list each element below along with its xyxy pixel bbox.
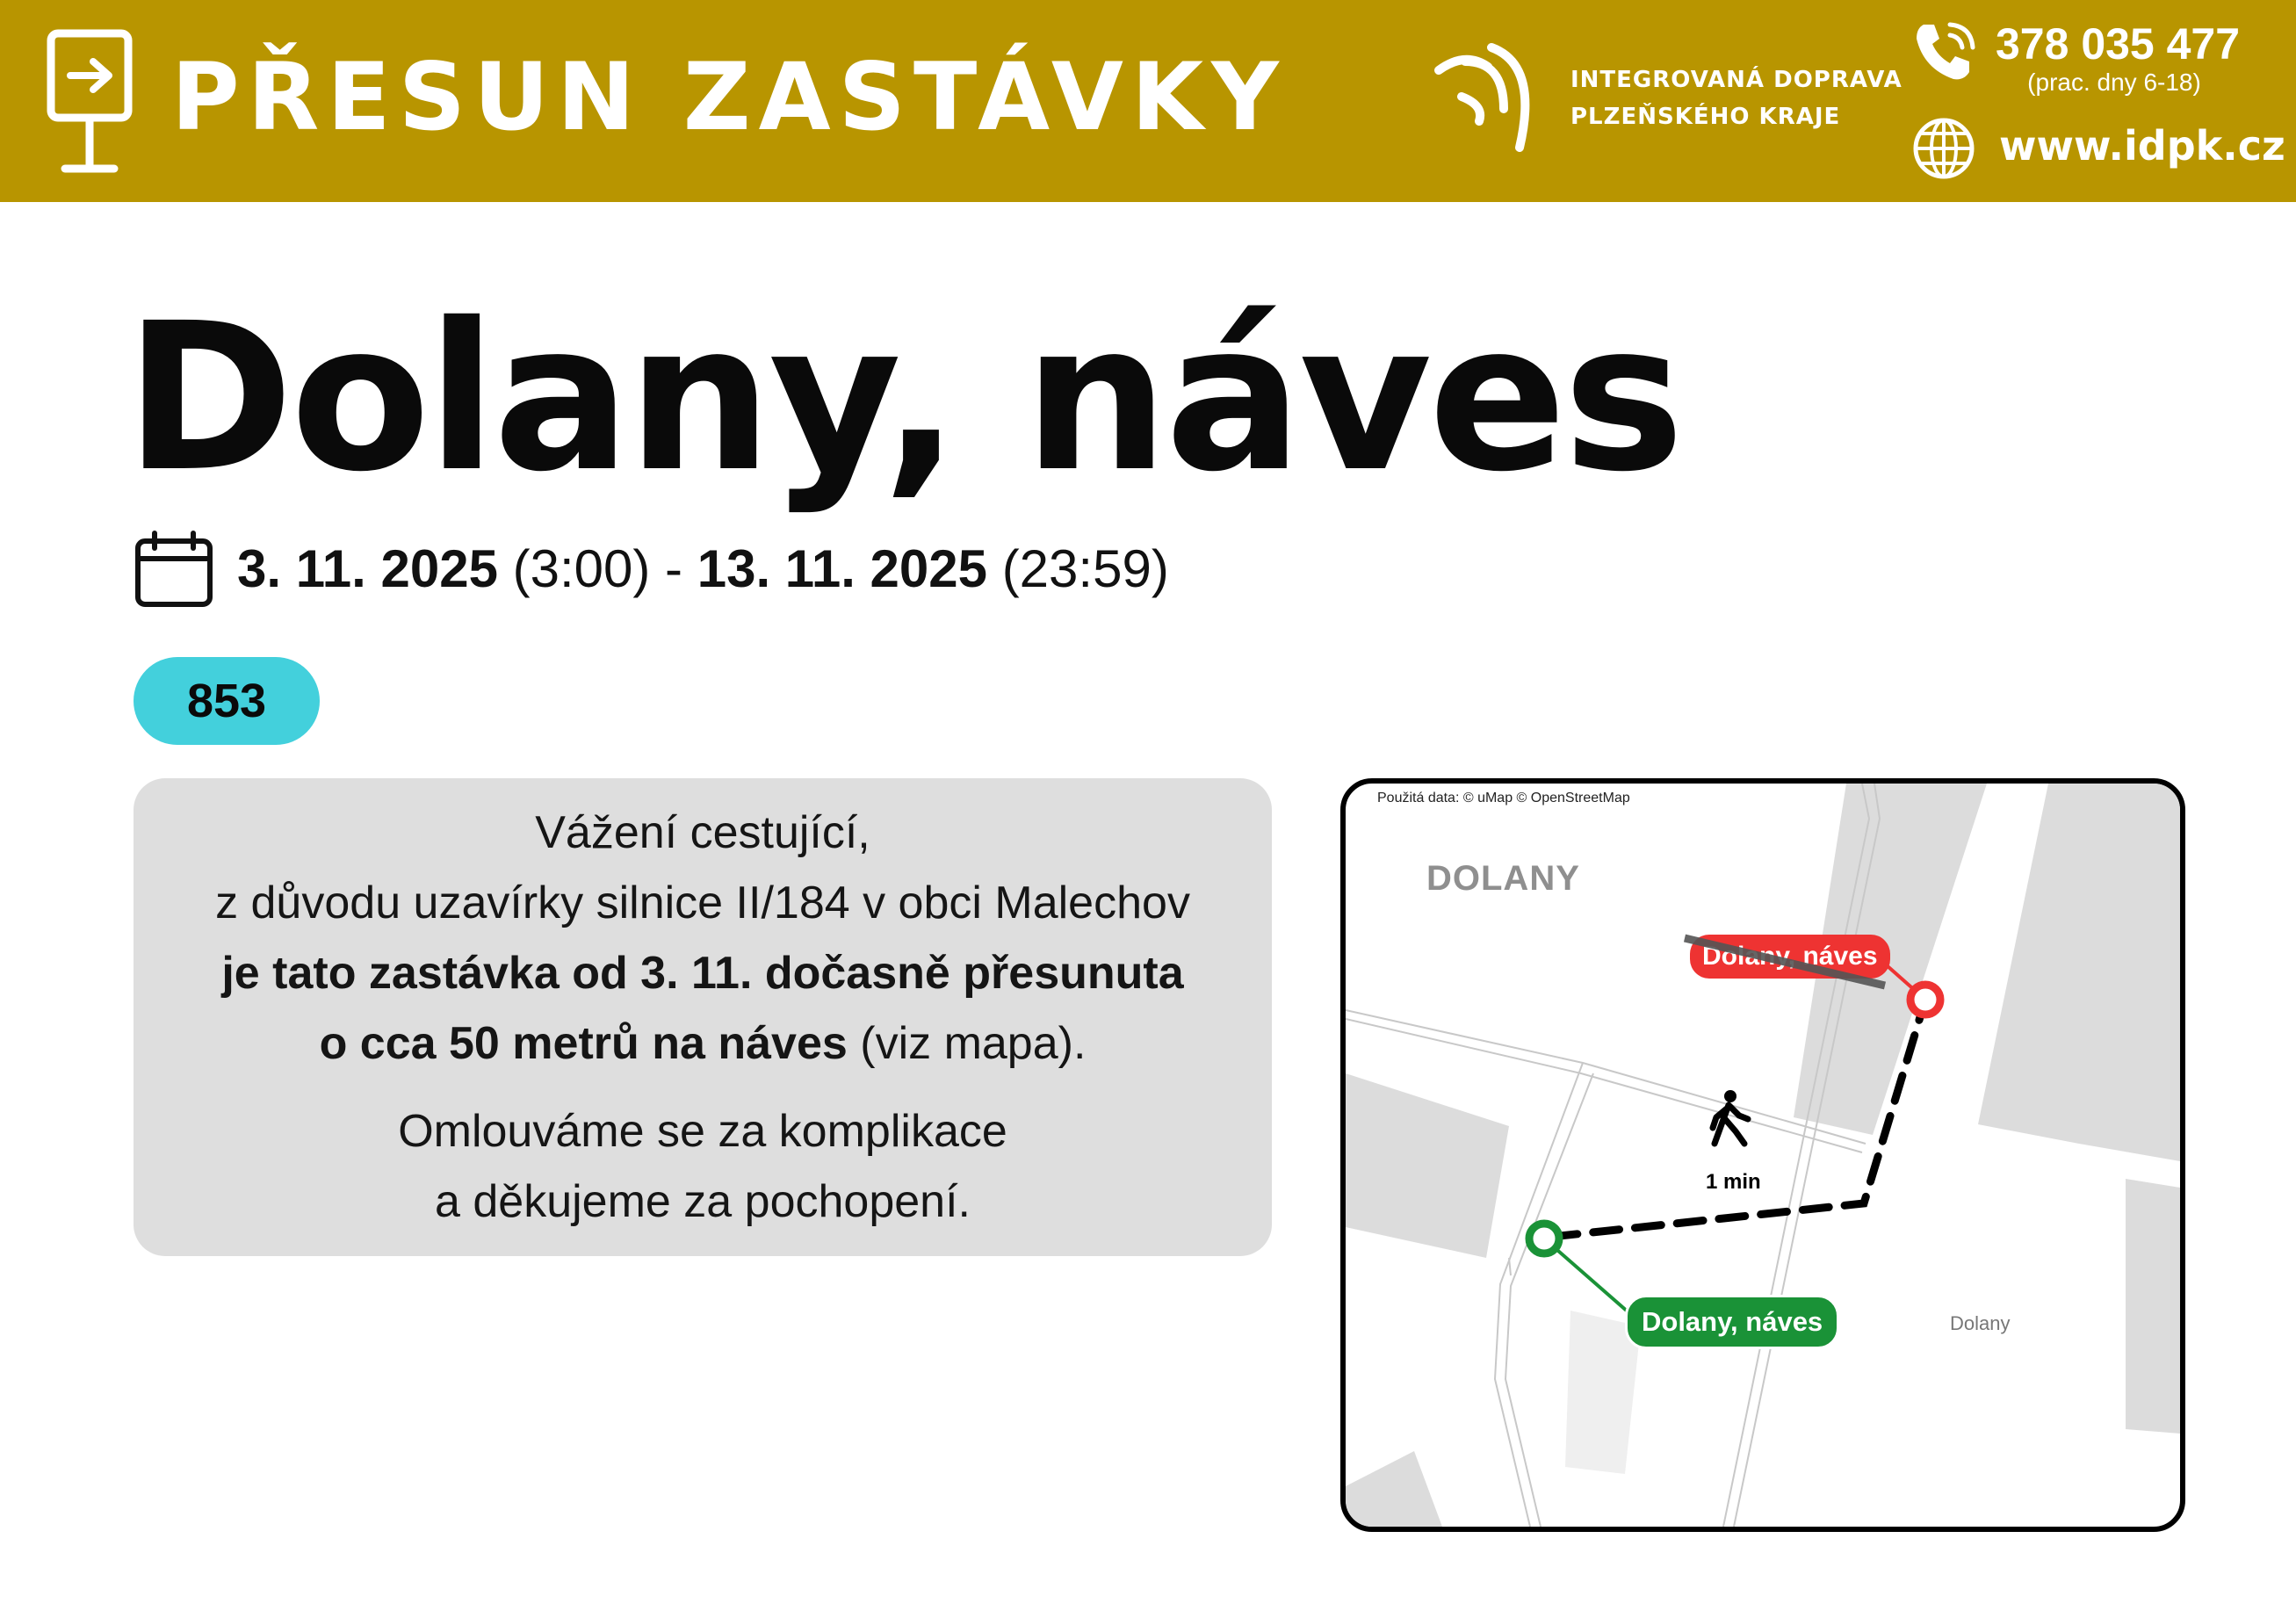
line-badge: 853 xyxy=(134,657,320,745)
globe-icon xyxy=(1911,116,1976,181)
map-attribution: Použitá data: © uMap © OpenStreetMap xyxy=(1377,791,1630,805)
old-stop-marker xyxy=(1910,985,1940,1015)
notice-distance: o cca 50 metrů na náves xyxy=(319,1018,848,1069)
time-to: (23:59) xyxy=(1001,539,1169,598)
phone-hours: (prac. dny 6-18) xyxy=(2027,69,2201,96)
old-stop-label: Dolany, náves xyxy=(1690,935,1890,979)
new-stop-label: Dolany, náves xyxy=(1625,1295,1839,1349)
page-header-title: PŘESUN ZASTÁVKY xyxy=(171,43,1287,151)
map-building xyxy=(1346,1451,1442,1527)
website-link[interactable]: www.idpk.cz xyxy=(1999,122,2285,170)
old-stop-strikethrough xyxy=(1681,931,1892,993)
new-stop-marker xyxy=(1529,1224,1559,1253)
idpk-logo xyxy=(1430,35,1553,158)
date-from: 3. 11. 2025 xyxy=(237,539,498,598)
phone-icon xyxy=(1911,18,1980,86)
notice-greeting: Vážení cestující, xyxy=(535,807,870,858)
organization-line-2: PLZEŇSKÉHO KRAJE xyxy=(1570,104,1841,130)
notice-thanks: a děkujeme za pochopení. xyxy=(435,1176,971,1227)
notice-map-reference: (viz mapa). xyxy=(860,1018,1087,1069)
time-from: (3:00) xyxy=(512,539,651,598)
walk-time-label: 1 min xyxy=(1706,1170,1761,1194)
phone-number[interactable]: 378 035 477 xyxy=(1996,19,2241,69)
notice-reason: z důvodu uzavírky silnice II/184 v obci Malechov xyxy=(215,878,1190,928)
notice-relocation: je tato zastávka od 3. 11. dočasně přesunuta xyxy=(221,948,1184,999)
header-bar xyxy=(0,0,2296,202)
map-building xyxy=(1346,1073,1509,1258)
map-building xyxy=(1978,784,2180,1161)
signpost-arrow-icon xyxy=(46,28,134,176)
date-separator: - xyxy=(665,539,683,598)
calendar-icon xyxy=(134,531,214,608)
organization-line-1: INTEGROVANÁ DOPRAVA xyxy=(1570,67,1903,93)
relocation-map xyxy=(1340,778,2185,1532)
notice-box xyxy=(134,778,1272,1256)
notice-apology: Omlouváme se za komplikace xyxy=(398,1106,1007,1157)
map-place-label: DOLANY xyxy=(1426,859,1580,898)
pedestrian-icon xyxy=(1713,1090,1748,1144)
map-building xyxy=(2126,1179,2180,1434)
date-to: 13. 11. 2025 xyxy=(697,539,988,598)
organization-name xyxy=(1570,61,1903,135)
stop-name: Dolany, náves xyxy=(125,279,1681,516)
validity-dates xyxy=(237,534,1169,604)
map-village-label: Dolany xyxy=(1950,1312,2011,1334)
